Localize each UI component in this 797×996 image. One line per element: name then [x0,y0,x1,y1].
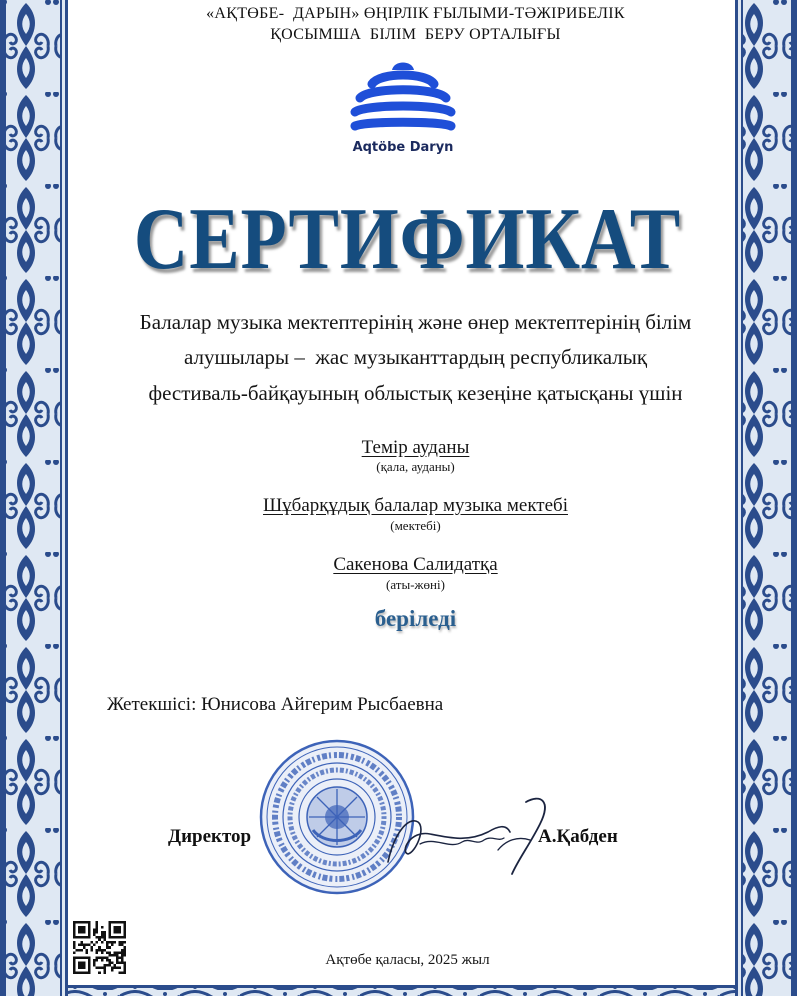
supervisor-line: Жетекшісі: Юнисова Айгерим Рысбаевна [107,694,444,715]
recipient-name-hint: (аты-жөні) [386,577,445,592]
director-name: А.Қабден [538,826,618,847]
handwritten-signature-icon [380,790,555,880]
reason-line-2: алушылары – жас музыканттардың республикалық [183,345,648,369]
school-value: Шұбарқұдық балалар музыка мектебі [263,495,568,516]
director-role: Директор [168,826,252,847]
awarded-text: беріледі [374,606,457,631]
daryn-waves-logo-icon [350,58,456,134]
footer-city-year: Ақтөбе қаласы, 2025 жыл [325,952,490,968]
recipient-name-value: Сакенова Салидатқа [333,554,498,575]
header-line-2: ҚОСЫМША БІЛІМ БЕРУ ОРТАЛЫҒЫ [270,26,561,43]
reason-line-3: фестиваль-байқауының облыстық кезеңіне қатысқаны үшін [148,381,683,405]
certificate-title: СЕРТИФИКАТ [133,191,682,288]
logo-text: Aqtöbe Daryn [352,140,454,155]
school-hint: (мектебі) [390,518,441,533]
district-hint: (қала, ауданы) [376,459,455,474]
reason-line-1: Балалар музыка мектептерінің және өнер мектептерінің білім [139,310,692,334]
district-value: Темір ауданы [361,437,470,458]
header-line-1: «АҚТӨБЕ- ДАРЫН» ӨҢІРЛІК ҒЫЛЫМИ-ТӘЖІРИБЕЛІК [206,5,625,22]
